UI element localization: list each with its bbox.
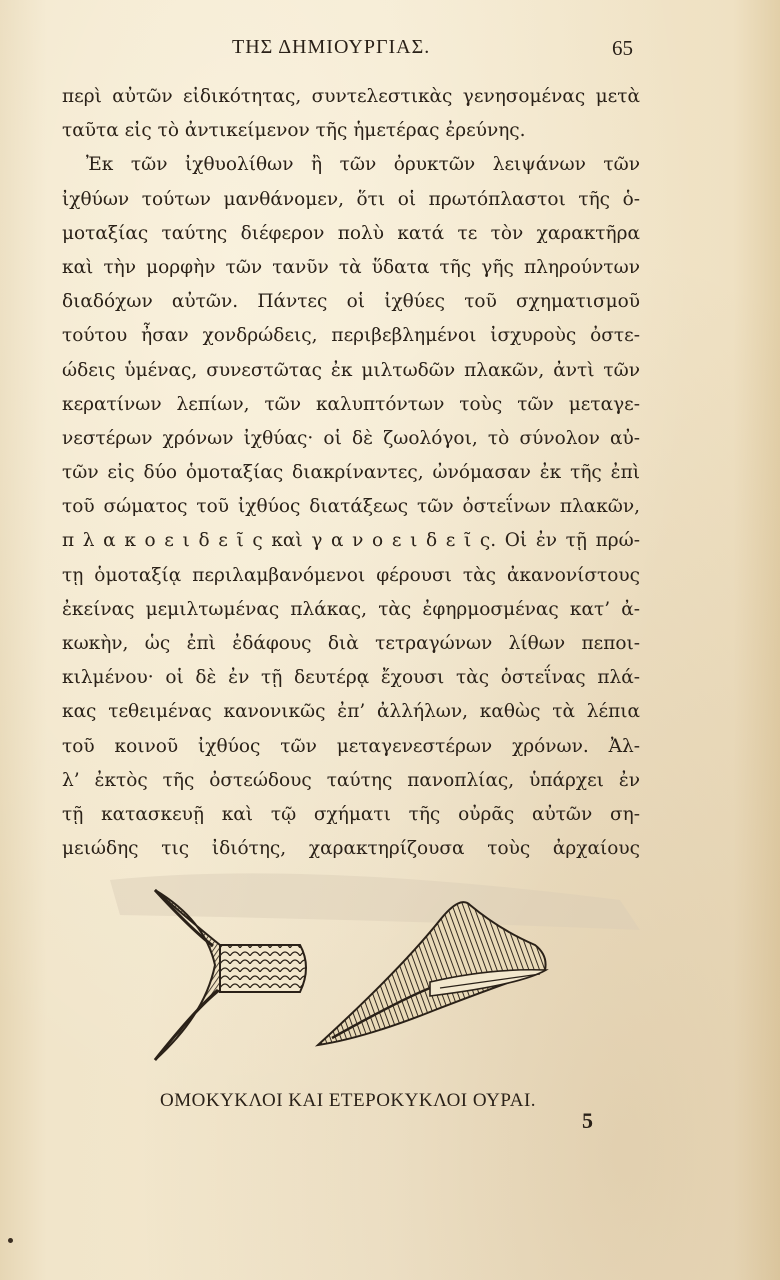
- text-line: τῃ ὁμοταξίᾳ περιλαμβανόμενοι φέρουσι τὰς ἀκανονίστους: [62, 564, 640, 586]
- text-line: κερατίνων λεπίων, τῶν καλυπτόντων τοὺς τῶν μεταγε-: [62, 393, 640, 415]
- text-line: τούτου ἦσαν χονδρώδεις, περιβεβλημένοι ἰσχυροὺς ὀστε-: [62, 325, 640, 347]
- text-line: ταῦτα εἰς τὸ ἀντικείμενον τῆς ἡμετέρας ἐρεύνης.: [62, 120, 526, 142]
- fish-tails-engraving: [100, 860, 680, 1070]
- running-title: ΤΗΣ ΔΗΜΙΟΥΡΓΙΑΣ.: [232, 36, 431, 58]
- text-line: μειώδης τις ἰδιότης, χαρακτηρίζουσα τοὺς ἀρχαίους: [62, 838, 640, 860]
- text-line: ώδεις ὑμένας, συνεστῶτας ἐκ μιλτωδῶν πλακῶν, ἀντὶ τῶν: [62, 359, 640, 381]
- text-line: τοῦ κοινοῦ ἰχθύος τῶν μεταγενεστέρων χρόνων. Ἀλ-: [62, 735, 640, 757]
- text-line: ἐκείνας μεμιλτωμένας πλάκας, τὰς ἐφηρμοσμένας κατ’ ἀ-: [62, 598, 640, 620]
- page-number: 65: [612, 36, 633, 60]
- figure-caption: ΟΜΟΚΥΚΛΟΙ ΚΑΙ ΕΤΕΡΟΚΥΚΛΟΙ ΟΥΡΑΙ.: [160, 1090, 537, 1111]
- text-line: π λ α κ ο ε ι δ ε ῖ ς καὶ γ α ν ο ε ι δ ε ῖ ς. Οἱ ἐν τῇ πρώ-: [62, 530, 640, 552]
- text-line: περὶ αὐτῶν εἰδικότητας, συντελεστικὰς γενησομένας μετὰ: [62, 86, 640, 107]
- text-line: κιλμένου· οἱ δὲ ἐν τῇ δευτέρᾳ ἔχουσι τὰς ὀστεΐνας πλά-: [62, 667, 640, 689]
- text-line: τῶν εἰς δύο ὁμοταξίας διακρίναντες, ὠνόμασαν ἐκ τῆς ἐπὶ: [62, 462, 640, 484]
- text-line: κας τεθειμένας κανονικῶς ἐπ’ ἀλλήλων, καθὼς τὰ λέπια: [62, 701, 640, 723]
- text-line: καὶ τὴν μορφὴν τῶν τανῦν τὰ ὕδατα τῆς γῆς πληρούντων: [62, 256, 640, 278]
- text-line: τῇ κατασκευῇ καὶ τῷ σχήματι τῆς οὐρᾶς αὐτῶν ση-: [62, 803, 640, 825]
- text-line: ἰχθύων τούτων μανθάνομεν, ὅτι οἱ πρωτόπλαστοι τῆς ὁ-: [62, 188, 640, 210]
- text-line: νεστέρων χρόνων ἰχθύας· οἱ δὲ ζωολόγοι, τὸ σύνολον αὐ-: [62, 427, 640, 449]
- text-line: Ἐκ τῶν ἰχθυολίθων ἢ τῶν ὀρυκτῶν λειψάνων τῶν: [86, 154, 640, 176]
- ink-dot: [8, 1238, 13, 1243]
- text-line: μοταξίας ταύτης διέφερον πολὺ κατά τε τὸν χαρακτῆρα: [62, 222, 640, 244]
- text-line: διαδόχων αὐτῶν. Πάντες οἱ ἰχθύες τοῦ σχηματισμοῦ: [62, 291, 640, 313]
- text-line: τοῦ σώματος τοῦ ἰχθύος διατάξεως τῶν ὀστεΐνων πλακῶν,: [62, 496, 640, 518]
- signature-mark: 5: [582, 1108, 593, 1133]
- text-line: λ’ ἐκτὸς τῆς ὀστεώδους ταύτης πανοπλίας, ὑπάρχει ἐν: [62, 769, 640, 791]
- body-text: [62, 80, 640, 866]
- text-line: κωκὴν, ὡς ἐπὶ ἐδάφους διὰ τετραγώνων λίθων πεποι-: [62, 633, 640, 654]
